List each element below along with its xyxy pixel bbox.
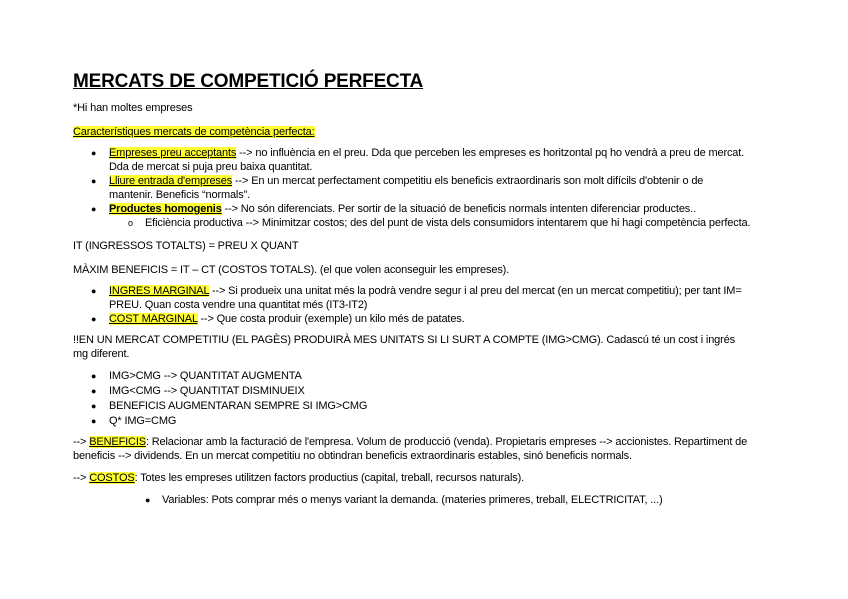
benefits-text-continued: beneficis --> dividends. En un mercat competitiu no obtindran beneficis extraordinaris estables, sinó beneficis normals. [73,450,632,462]
feature-term: Productes homogenis [109,203,222,215]
bullet-icon: ● [145,495,151,505]
bullet-icon: ● [91,371,97,381]
page-title: MERCATS DE COMPETICIÓ PERFECTA [73,71,424,92]
list-item [109,284,742,298]
feature-text-continued: Dda de mercat si puja preu baixa quantitat. [109,161,313,173]
feature-text: --> En un mercat perfectament competitiu els beneficis extraordinaris son molt difícils d'obtenir o de [232,175,704,187]
list-item [109,174,703,188]
costs-paragraph [73,471,524,485]
bullet-icon: ● [91,386,97,396]
marginal-term: COST MARGINAL [109,313,198,325]
feature-text-continued: mantenir. Beneficis “normals”. [109,189,250,201]
bullet-icon: ● [91,286,97,296]
benefits-term: BENEFICIS [89,436,146,448]
bullet-icon: ● [91,401,97,411]
marginal-text-continued: PREU. Quan costa vendre una quantitat més (IT3-IT2) [109,299,368,311]
list-item [109,146,744,160]
feature-text: --> no influència en el preu. Dda que perceben les empreses es horitzontal pq ho vendrà a preu de mercat. [236,147,745,159]
feature-term: Lliure entrada d'empreses [109,175,233,187]
warning-text-continued: mg diferent. [73,348,130,360]
list-item: IMG>CMG --> QUANTITAT AUGMENTA [109,370,302,382]
max-benefits: MÀXIM BENEFICIS = IT – CT (COSTOS TOTALS). (el que volen aconseguir les empreses). [73,264,510,276]
costs-prefix: --> [73,472,90,484]
marginal-text: --> Que costa produir (exemple) un kilo més de patates. [197,313,465,325]
feature-text: --> No són diferenciats. Per sortir de la situació de beneficis normals intenten diferenciar productes.. [221,203,696,215]
benefits-paragraph [73,435,747,449]
costs-text: : Totes les empreses utilitzen factors productius (capital, treball, recursos naturals). [134,472,525,484]
intro-text: *Hi han moltes empreses [73,102,193,114]
warning-text: !!EN UN MERCAT COMPETITIU (EL PAGÈS) PRODUIRÀ MES UNITATS SI LI SURT A COMPTE (IMG>CMG). Cadascú té un cost i ingrés [73,334,735,346]
sub-list-item: Eficiència productiva --> Minimitzar costos; des del punt de vista dels consumidors intentarem que hi hagi competència perfecta. [145,217,751,229]
marginal-text: --> Si produeix una unitat més la podrà vendre segur i al preu del mercat (en un mercat competitiu); per tant IM= [209,285,742,297]
features-heading-text: Característiques mercats de competència perfecta: [73,126,315,138]
sub-bullet-icon: o [128,218,134,228]
bullet-icon: ● [91,148,97,158]
bullet-icon: ● [91,416,97,426]
features-heading [73,125,315,139]
list-item [109,312,465,326]
list-item: BENEFICIS AUGMENTARAN SEMPRE SI IMG>CMG [109,400,368,412]
costs-term: COSTOS [89,472,135,484]
marginal-term: INGRES MARGINAL [109,285,210,297]
bullet-icon: ● [91,176,97,186]
it-formula: IT (INGRESSOS TOTALTS) = PREU X QUANT [73,240,299,252]
list-item: Variables: Pots comprar més o menys variant la demanda. (materies primeres, treball, ELECTRICITAT, ...) [162,494,663,506]
benefits-prefix: --> [73,436,90,448]
bullet-icon: ● [91,314,97,324]
bullet-icon: ● [91,204,97,214]
list-item: Q* IMG=CMG [109,415,177,427]
list-item [109,202,696,216]
list-item: IMG<CMG --> QUANTITAT DISMINUEIX [109,385,305,397]
benefits-text: : Relacionar amb la facturació de l'empresa. Volum de producció (venda). Propietaris empreses --> accionistes. Repartiment de [145,436,748,448]
feature-term: Empreses preu acceptants [109,147,237,159]
